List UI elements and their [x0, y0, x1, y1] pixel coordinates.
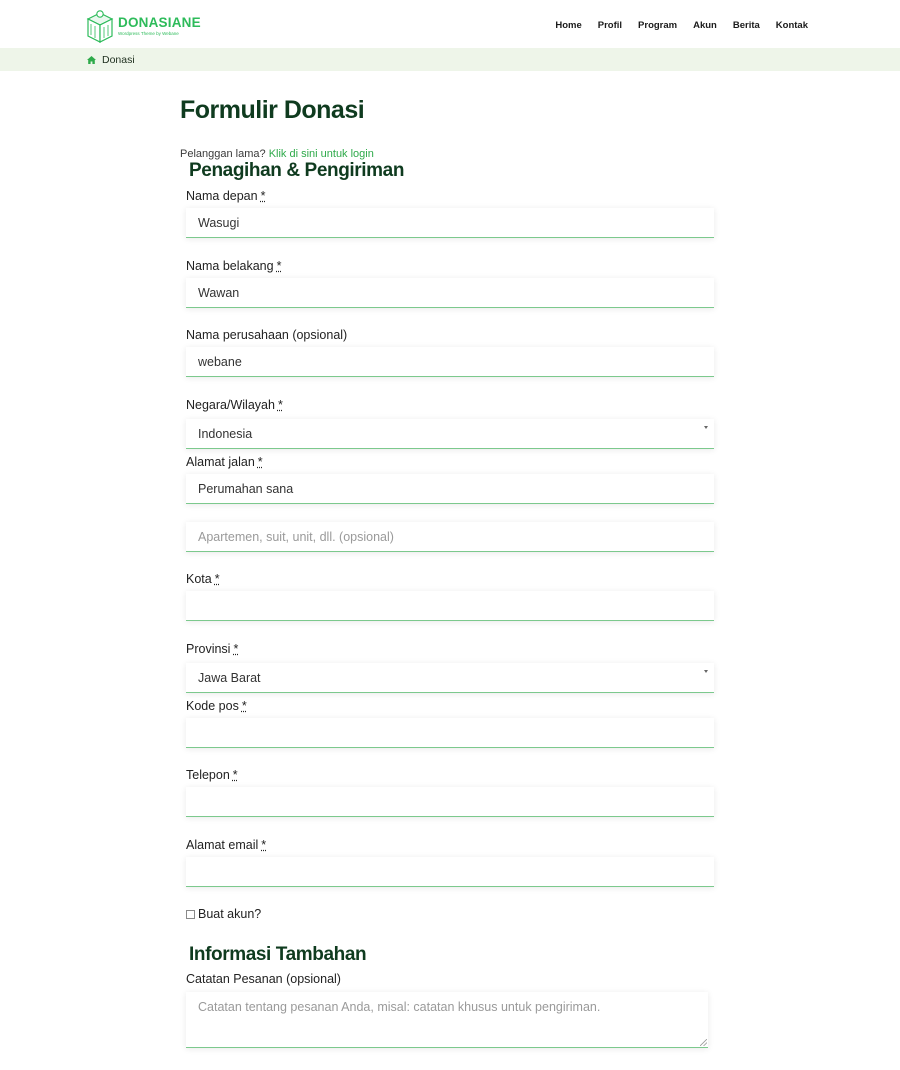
- required-mark: *: [214, 572, 220, 586]
- nav-home[interactable]: Home: [555, 20, 582, 31]
- required-mark: *: [277, 398, 283, 412]
- site-logo[interactable]: [86, 9, 201, 43]
- breadcrumb: [87, 54, 135, 66]
- first-name-label: Nama depan *: [186, 189, 266, 203]
- breadcrumb-bar: [0, 48, 900, 71]
- logo-name: DONASIANE: [118, 14, 201, 30]
- required-mark: *: [233, 642, 239, 656]
- billing-section-title: Penagihan & Pengiriman: [189, 160, 405, 181]
- login-note: [180, 148, 374, 160]
- breadcrumb-current: Donasi: [102, 54, 135, 66]
- required-mark: *: [257, 455, 263, 469]
- resize-handle-icon[interactable]: [700, 1039, 707, 1046]
- login-note-text: Pelanggan lama?: [180, 148, 266, 160]
- additional-section-title: Informasi Tambahan: [189, 944, 367, 965]
- login-link[interactable]: Klik di sini untuk login: [268, 148, 374, 160]
- company-input[interactable]: webane: [186, 347, 714, 377]
- country-label: Negara/Wilayah *: [186, 398, 283, 412]
- province-select[interactable]: [186, 663, 714, 693]
- last-name-input[interactable]: Wawan: [186, 278, 714, 308]
- email-label: Alamat email *: [186, 838, 267, 852]
- page-title: Formulir Donasi: [180, 96, 365, 124]
- chevron-down-icon: [704, 426, 708, 429]
- phone-label: Telepon *: [186, 768, 238, 782]
- chevron-down-icon: [704, 670, 708, 673]
- nav-profil[interactable]: Profil: [597, 20, 623, 31]
- country-value: Indonesia: [198, 426, 253, 441]
- create-account-row: [186, 907, 261, 921]
- logo-tagline: Wordpress Theme by Webane: [118, 30, 179, 36]
- home-icon[interactable]: [87, 56, 96, 64]
- nav-program[interactable]: Program: [638, 20, 678, 31]
- country-select[interactable]: [186, 419, 714, 449]
- phone-input[interactable]: [186, 787, 714, 817]
- postcode-input[interactable]: [186, 718, 714, 748]
- box-logo-icon: [86, 9, 114, 43]
- required-mark: *: [241, 699, 247, 713]
- province-label: Provinsi *: [186, 642, 239, 656]
- last-name-label: Nama belakang *: [186, 259, 282, 273]
- city-label: Kota *: [186, 572, 220, 586]
- city-input[interactable]: [186, 591, 714, 621]
- email-input[interactable]: [186, 857, 714, 887]
- order-notes-label: Catatan Pesanan (opsional): [186, 972, 341, 986]
- first-name-input[interactable]: Wasugi: [186, 208, 714, 238]
- nav-berita[interactable]: Berita: [732, 20, 760, 31]
- nav-akun[interactable]: Akun: [693, 20, 717, 31]
- street2-input[interactable]: Apartemen, suit, unit, dll. (opsional): [186, 522, 714, 552]
- required-mark: *: [261, 838, 267, 852]
- required-mark: *: [260, 189, 266, 203]
- province-value: Jawa Barat: [198, 670, 261, 685]
- postcode-label: Kode pos *: [186, 699, 247, 713]
- create-account-checkbox[interactable]: [186, 910, 195, 919]
- required-mark: *: [232, 768, 238, 782]
- order-notes-textarea[interactable]: [186, 992, 708, 1048]
- street-input[interactable]: Perumahan sana: [186, 474, 714, 504]
- company-label: Nama perusahaan (opsional): [186, 328, 348, 342]
- nav-kontak[interactable]: Kontak: [775, 20, 808, 31]
- required-mark: *: [276, 259, 282, 273]
- order-notes-placeholder: Catatan tentang pesanan Anda, misal: catatan khusus untuk pengiriman.: [198, 1000, 601, 1014]
- main-nav: [539, 20, 808, 31]
- create-account-label[interactable]: Buat akun?: [198, 907, 262, 921]
- site-header: [0, 0, 900, 48]
- street-label: Alamat jalan *: [186, 455, 263, 469]
